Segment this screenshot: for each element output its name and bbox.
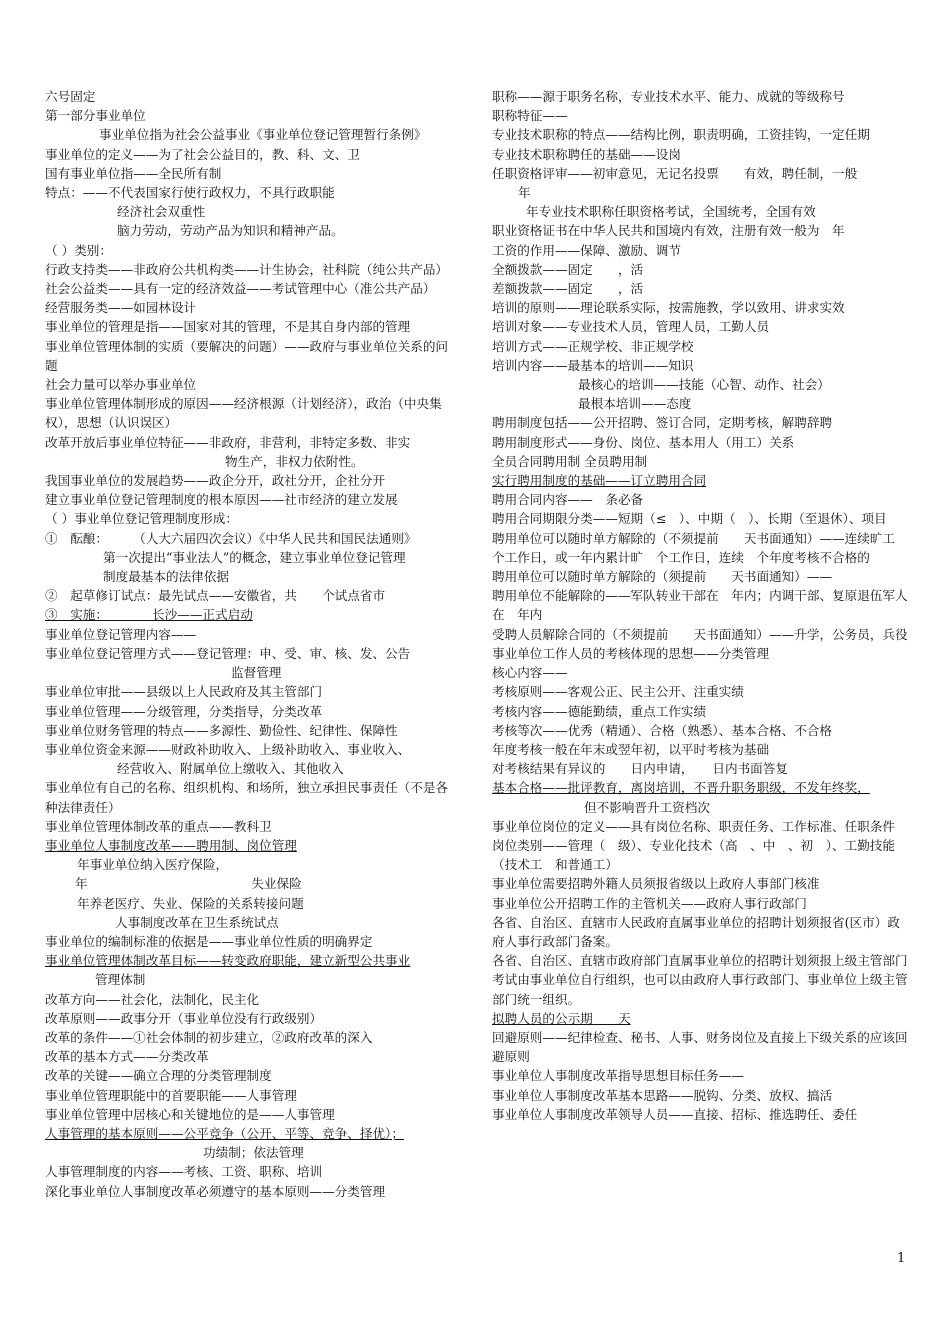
text-line: 实行聘用制度的基础——订立聘用合同 <box>492 473 707 489</box>
text-line: 专业技术职称聘任的基础——设岗 <box>492 146 681 162</box>
text-line: 职称特征—— <box>492 108 568 124</box>
text-line: 聘用单位不能解除的——军队转业干部在 年内；内调干部、复原退伍军人在 年内 <box>492 588 908 623</box>
text-line: 第一部分事业单位 <box>45 108 146 124</box>
text-line: 全额拨款——固定 ，活 <box>492 261 644 277</box>
text-line: 培训方式——正规学校、非正规学校 <box>492 338 694 354</box>
text-line: 监督管理 <box>231 665 282 681</box>
text-line: 职称——源于职务名称，专业技术水平、能力、成就的等级称号 <box>492 89 845 104</box>
text-line: 事业单位的定义——为了社会公益目的，教、科、文、卫 <box>45 146 360 162</box>
text-line: 改革的基本方式——分类改革 <box>45 1049 209 1065</box>
text-line: 管理体制 <box>95 972 146 988</box>
text-line: 事业单位管理——分级管理，分类指导，分类改革 <box>45 703 323 719</box>
text-line: 事业单位登记管理方式——登记管理：申、受、审、核、发、公告 <box>45 645 411 661</box>
text-line: 改革的条件——①社会体制的初步建立，②政府改革的深入 <box>45 1029 373 1045</box>
text-line: 考核原则——客观公正、民主公开、注重实绩 <box>492 684 744 700</box>
text-line: 经济社会双重性 <box>117 204 206 220</box>
text-line: 事业单位管理体制的实质（要解决的问题）——政府与事业单位关系的问题 <box>45 338 448 373</box>
text-line: 事业单位有自己的名称、组织机构、和场所，独立承担民事责任（不是各种法律责任） <box>45 780 448 815</box>
text-line: 脑力劳动，劳动产品为知识和精神产品。 <box>117 223 344 239</box>
text-line: 事业单位管理体制形成的原因——经济根源（计划经济），政治（中央集权），思想（认识误区） <box>45 396 442 431</box>
text-line: 职业资格证书在中华人民共和国境内有效，注册有效一般为 年 <box>492 223 845 239</box>
text-line: 各省、自治区、直辖市人民政府直属事业单位的招聘计划须报省(区市）政府人事行政部门备案。 <box>492 914 900 949</box>
text-line: 事业单位资金来源——财政补助收入、上级补助收入、事业收入、 <box>45 741 411 757</box>
text-line: 年度考核一般在年末或翌年初，以平时考核为基础 <box>492 741 770 757</box>
text-line: ③ 实施： 长沙——正式启动 <box>45 607 253 623</box>
text-line: 事业单位的编制标准的依据是——事业单位性质的明确界定 <box>45 933 373 949</box>
text-line: 事业单位审批——县级以上人民政府及其主管部门 <box>45 684 323 700</box>
text-line: 受聘人员解除合同的（不须提前 天书面通知）——升学，公务员，兵役 <box>492 626 908 642</box>
text-line: 建立事业单位登记管理制度的根本原因——社市经济的建立发展 <box>45 492 398 508</box>
text-line: 经营收入、附属单位上缴收入、其他收入 <box>117 761 344 777</box>
page-number: 1 <box>897 1251 906 1266</box>
text-line: 事业单位管理职能中的首要职能——人事管理 <box>45 1087 297 1103</box>
text-line: 行政支持类——非政府公共机构类——计生协会，社科院（纯公共产品） <box>45 261 448 277</box>
text-line: 事业单位公开招聘工作的主管机关——政府人事行政部门 <box>492 895 807 911</box>
text-line: 任职资格评审——初审意见，无记名投票 有效，聘任制，一般 <box>492 165 858 181</box>
text-line: 培训对象——专业技术人员，管理人员，工勤人员 <box>492 319 770 335</box>
text-line: 聘用合同期限分类——短期（≤ ）、中期（ ）、长期（至退休）、项目 <box>492 511 887 527</box>
text-line: 岗位类别——管理（ 级）、专业化技术（高 、中 、初 ）、工勤技能（技术工 和普通工） <box>492 837 895 873</box>
text-line: ② 起草修订试点：最先试点——安徽省，共 个试点省市 <box>45 588 386 604</box>
right-column <box>492 87 910 1124</box>
text-line: 回避原则——纪律检查、秘书、人事、财务岗位及直接上下级关系的应该回避原则 <box>492 1029 908 1065</box>
text-line: 事业单位人事制度改革指导思想目标任务—— <box>492 1068 744 1084</box>
text-line: 功绩制；依法管理 <box>203 1145 304 1161</box>
text-line: 事业单位指为社会公益事业《事业单位登记管理暂行条例》 <box>99 127 427 143</box>
text-line: 培训内容——最基本的培训——知识 <box>492 357 694 373</box>
text-line: 专业技术职称的特点——结构比例，职责明确，工资挂钩，一定任期 <box>492 127 870 143</box>
text-line: 事业单位管理体制改革的重点——教科卫 <box>45 818 272 834</box>
text-line: 事业单位登记管理内容—— <box>45 626 197 642</box>
text-line: 培训的原则——理论联系实际，按需施教，学以致用、讲求实效 <box>492 300 845 316</box>
text-line: 考核内容——德能勤绩，重点工作实绩 <box>492 703 707 719</box>
text-line: 事业单位岗位的定义——具有岗位名称、职责任务、工作标准、任职条件 <box>492 818 895 834</box>
text-line: 差额拨款——固定 ，活 <box>492 281 644 297</box>
text-line: 基本合格——批评教育，离岗培训，不晋升职务职级，不发年终奖， <box>492 780 870 796</box>
text-line: 最核心的培训——技能（心智、动作、社会） <box>578 377 830 393</box>
text-line: 聘用合同内容—— 条必备 <box>492 492 644 508</box>
text-line: 考核等次——优秀（精通）、合格（熟悉）、基本合格、不合格 <box>492 722 833 738</box>
text-line: 国有事业单位指——全民所有制 <box>45 165 222 181</box>
text-line: 改革开放后事业单位特征——非政府，非营利，非特定多数、非实 <box>45 434 411 450</box>
text-line: 事业单位人事制度改革——聘用制、岗位管理 <box>45 837 297 853</box>
text-line: （ ）类别： <box>45 242 112 258</box>
text-line: 年 <box>518 185 531 201</box>
text-line: （ ）事业单位登记管理制度形成： <box>45 511 238 527</box>
text-line: 年 失业保险 <box>75 876 302 892</box>
text-line: 深化事业单位人事制度改革必须遵守的基本原则——分类管理 <box>45 1183 386 1199</box>
text-line: 年事业单位纳入医疗保险， <box>77 857 229 873</box>
text-line: 聘用单位可以随时单方解除的（须提前 天书面通知）—— <box>492 569 833 585</box>
text-line: 最根本培训——态度 <box>578 396 692 412</box>
text-line: 改革方向——社会化，法制化，民主化 <box>45 991 260 1007</box>
text-line: 核心内容—— <box>492 665 568 681</box>
text-line: 聘用单位可以随时单方解除的（不须提前 天书面通知）——连续旷工 个工作日，或一年内累计旷 个工作日，连续 个年度考核不合格的 <box>492 530 908 565</box>
text-line: 人事管理的基本原则——公平竞争（公开、平等、竞争、择优）； <box>45 1125 404 1141</box>
text-line: 考试由事业单位自行组织，也可以由政府人事行政部门、事业单位上级主管部门统一组织。 <box>492 972 908 1007</box>
left-column <box>45 87 460 1201</box>
text-line: 物生产，非权力依附性。 <box>225 453 364 469</box>
text-line: 事业单位管理中居核心和关键地位的是——人事管理 <box>45 1106 335 1122</box>
text-line: 事业单位需要招聘外籍人员须报省级以上政府人事部门核准 <box>492 876 820 892</box>
text-line: 年专业技术职称任职资格考试，全国统考，全国有效 <box>526 204 816 220</box>
text-line: 事业单位人事制度改革领导人员——直接、招标、推选聘任、委任 <box>492 1106 858 1122</box>
text-line: 经营服务类——如园林设计 <box>45 300 197 316</box>
text-line: 我国事业单位的发展趋势——政企分开，政社分开，企社分开 <box>45 473 386 489</box>
text-line: 人事制度改革在卫生系统试点 <box>115 914 279 930</box>
text-line: 社会力量可以举办事业单位 <box>45 377 197 393</box>
text-line: 全员合同聘用制 全员聘用制 <box>492 453 648 469</box>
text-line: 对考核结果有异议的 日内申请， 日内书面答复 <box>492 761 788 777</box>
text-line: 拟聘人员的公示期 天 <box>492 1010 631 1026</box>
text-line: 第一次提出“事业法人”的概念，建立事业单位登记管理 <box>103 549 406 565</box>
text-line: 聘用制度包括——公开招聘、签订合同，定期考核，解聘辞聘 <box>492 415 833 431</box>
text-line: 事业单位的管理是指——国家对其的管理，不是其自身内部的管理 <box>45 319 411 335</box>
text-line: 事业单位财务管理的特点——多源性、勤俭性、纪律性、保障性 <box>45 722 398 738</box>
text-line: 改革的关键——确立合理的分类管理制度 <box>45 1068 272 1084</box>
text-line: 事业单位工作人员的考核体现的思想——分类管理 <box>492 645 770 661</box>
text-line: 人事管理制度的内容——考核、工资、职称、培训 <box>45 1164 323 1180</box>
text-line: 特点：——不代表国家行使行政权力，不具行政职能 <box>45 185 335 201</box>
text-line: 但不影响晋升工资档次 <box>584 799 710 815</box>
text-line: 事业单位人事制度改革基本思路——脱钩、分类、放权、搞活 <box>492 1087 833 1103</box>
text-line: 聘用制度形式——身份、岗位、基本用人（用工）关系 <box>492 434 795 450</box>
text-line: 六号固定 <box>45 89 96 104</box>
text-line: 工资的作用——保障、激励、调节 <box>492 242 681 258</box>
text-line: 事业单位管理体制改革目标——转变政府职能，建立新型公共事业 <box>45 953 411 969</box>
text-line: 年养老医疗、失业、保险的关系转接问题 <box>77 895 304 911</box>
text-line: 改革原则——政事分开（事业单位没有行政级别） <box>45 1010 323 1026</box>
text-line: 各省、自治区、直辖市政府部门直属事业单位的招聘计划须报上级主管部门 <box>492 953 908 969</box>
text-line: 社会公益类——具有一定的经济效益——考试管理中心（准公共产品） <box>45 281 436 297</box>
text-line: 制度最基本的法律依据 <box>103 569 229 585</box>
text-line: ① 酝酿： （人大六届四次会议）《中华人民共和国民法通则》 <box>45 530 417 546</box>
